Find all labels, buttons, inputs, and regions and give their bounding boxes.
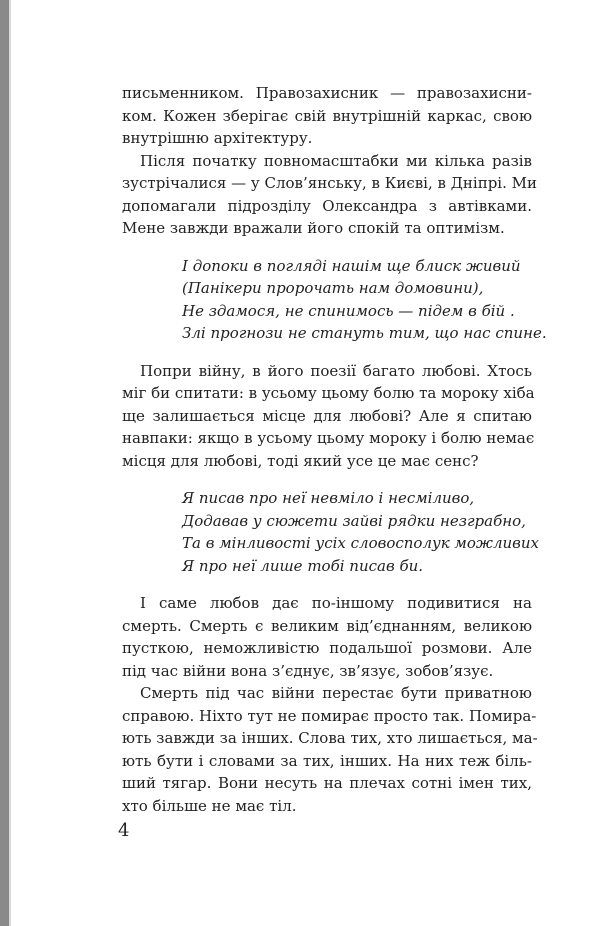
- poem-stanza-2: [182, 487, 540, 577]
- paragraph-line: під час війни вона з’єднує, зв’язує, зобов’язує.: [122, 661, 494, 680]
- paragraph-line: ший тягар. Вони несуть на плечах сотні імен тих,: [122, 774, 532, 792]
- paragraph-line: допомагали підрозділу Олександра з автівками.: [122, 196, 532, 215]
- poem-line: Додавав у сюжети зайві рядки незграбно,: [182, 511, 526, 530]
- paragraph-3: [122, 360, 535, 473]
- paragraph-line: навпаки: якщо в усьому цьому мороку і болю немає: [122, 429, 535, 447]
- paragraph-line: зустрічалися — у Слов’янську, в Києві, в Дніпрі. Ми: [122, 174, 537, 192]
- paragraph-line: ють завжди за інших. Слова тих, хто лишається, ма-: [122, 729, 538, 747]
- paragraph-line: смерть. Смерть є великим від’єднанням, великою: [122, 616, 532, 635]
- paragraph-line: хто більше не має тіл.: [122, 796, 297, 815]
- poem-line: (Панікери пророчать нам домовини),: [182, 279, 484, 297]
- page-binding-shadow: [9, 0, 11, 926]
- paragraph-1: [122, 82, 532, 150]
- poem-line: Я писав про неї невміло і несміливо,: [182, 489, 475, 507]
- paragraph-line: ють бути і словами за тих, інших. На них теж біль-: [122, 751, 532, 770]
- paragraph-5: [122, 682, 538, 817]
- paragraph-2: [122, 150, 537, 240]
- paragraph-line: Мене завжди вражали його спокій та оптимізм.: [122, 219, 505, 237]
- poem-line: Не здамося, не спинимось — підем в бій .: [182, 301, 515, 320]
- paragraph-line: Попри війну, в його поезії багато любові. Хтось: [140, 361, 532, 380]
- paragraph-line: Після початку повномасштабки ми кілька разів: [140, 151, 532, 170]
- paragraph-4: [122, 592, 532, 682]
- poem-line: Злі прогнози не стануть тим, що нас спине.: [182, 324, 547, 342]
- poem-line: І допоки в погляді нашім ще блиск живий: [182, 256, 521, 275]
- body-text: [122, 82, 547, 817]
- paragraph-line: ком. Кожен зберігає свій внутрішній каркас, свою: [122, 106, 532, 125]
- page-binding-edge: [0, 0, 9, 926]
- paragraph-line: Смерть під час війни перестає бути приватною: [140, 684, 532, 702]
- paragraph-line: справою. Ніхто тут не помирає просто так. Помира-: [122, 706, 537, 725]
- poem-line: Я про неї лише тобі писав би.: [182, 556, 424, 575]
- paragraph-line: внутрішню архітектуру.: [122, 129, 313, 147]
- poem-stanza-1: [182, 255, 547, 345]
- paragraph-line: пусткою, неможливістю подальшої розмови. Але: [122, 639, 532, 657]
- poem-line: Та в мінливості усіх словосполук можливих: [182, 534, 540, 552]
- paragraph-line: міг би спитати: в усьому цьому болю та мороку хіба: [122, 384, 535, 402]
- paragraph-line: письменником. Правозахисник — правозахисни-: [122, 84, 532, 102]
- page-number: 4: [118, 820, 130, 841]
- paragraph-line: ще залишається місце для любові? Але я спитаю: [122, 406, 532, 425]
- paragraph-line: І саме любов дає по-іншому подивитися на: [140, 594, 532, 612]
- paragraph-line: місця для любові, тоді який усе це має сенс?: [122, 451, 479, 470]
